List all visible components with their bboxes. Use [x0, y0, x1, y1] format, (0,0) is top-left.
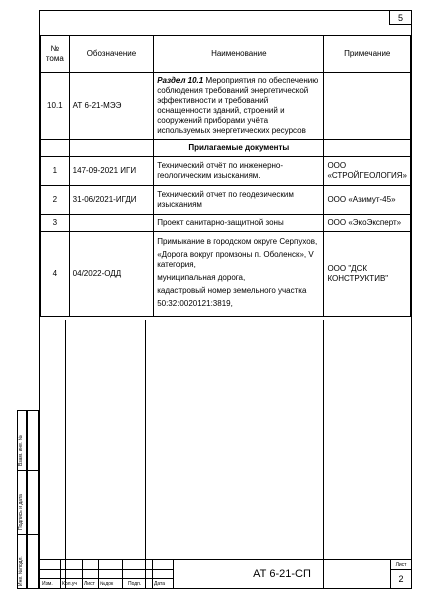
section-title [154, 73, 324, 140]
section-title-rest: Мероприятия по обеспечению соблюдения требований энергетической эффективности и требований оснащенности зданий, строений и сооружений приборами учёта используемых энергетических ресурсов [157, 76, 319, 135]
column-line [323, 320, 324, 588]
table-header-row [41, 36, 411, 73]
table-row: 3 Проект санитарно-защитной зоны ООО «ЭкоЭксперт» [41, 215, 411, 232]
sheet-number: 2 [398, 574, 404, 584]
section-note [324, 73, 411, 140]
header-name: Наименование [154, 36, 324, 73]
side-inv-zam: Взам. инв. № [18, 435, 24, 466]
section-title-bold: Раздел 10.1 [157, 76, 204, 85]
tb-label-doc: №док [100, 581, 114, 587]
column-line [145, 320, 146, 588]
section-designation: АТ 6-21-МЭЭ [69, 73, 154, 140]
tb-label-date: Дата [154, 581, 166, 587]
section-num: 10.1 [41, 73, 70, 140]
title-block [40, 559, 411, 588]
attached-header-row [41, 140, 411, 157]
sheet-cell [391, 560, 411, 588]
side-inv-podl: Инв. №подл. [18, 556, 24, 586]
table-row: 4 04/2022-ОДД Примыкание в городском округе Серпухов, «Дорога вокруг промзоны п. Оболенск», V категория, муниципальная дорога, кадастровый номер земельного участка 50:32:0020121:3819, ООО "ДСК КОНСТРУКТИВ" [41, 232, 411, 317]
page-number: 5 [389, 11, 411, 25]
tb-label-izm: Изм. [42, 581, 53, 587]
header-note: Примечание [324, 36, 411, 73]
tb-label-list: Лист [84, 581, 95, 587]
attached-header: Прилагаемые документы [154, 140, 324, 157]
side-stamp [17, 410, 39, 589]
sheet-label: Лист [391, 560, 411, 570]
table-row: 1 147-09-2021 ИГИ Технический отчёт по инженерно-геологическим изысканиям. ООО «СТРОЙГЕОЛОГИЯ» [41, 157, 411, 186]
header-num: № тома [41, 36, 70, 73]
table-row: 2 31-06/2021-ИГДИ Технический отчет по геодезическим изысканиям ООО «Азимут-45» [41, 186, 411, 215]
section-row [41, 73, 411, 140]
side-podpis: Подпись и дата [18, 494, 24, 530]
contents-table [40, 35, 411, 317]
document-code: АТ 6-21-СП [173, 560, 391, 588]
header-designation: Обозначение [69, 36, 154, 73]
tb-label-kol: Кол.уч [62, 581, 77, 587]
tb-label-podp: Подп. [128, 581, 142, 587]
document-frame [39, 10, 412, 589]
column-line [65, 320, 66, 588]
